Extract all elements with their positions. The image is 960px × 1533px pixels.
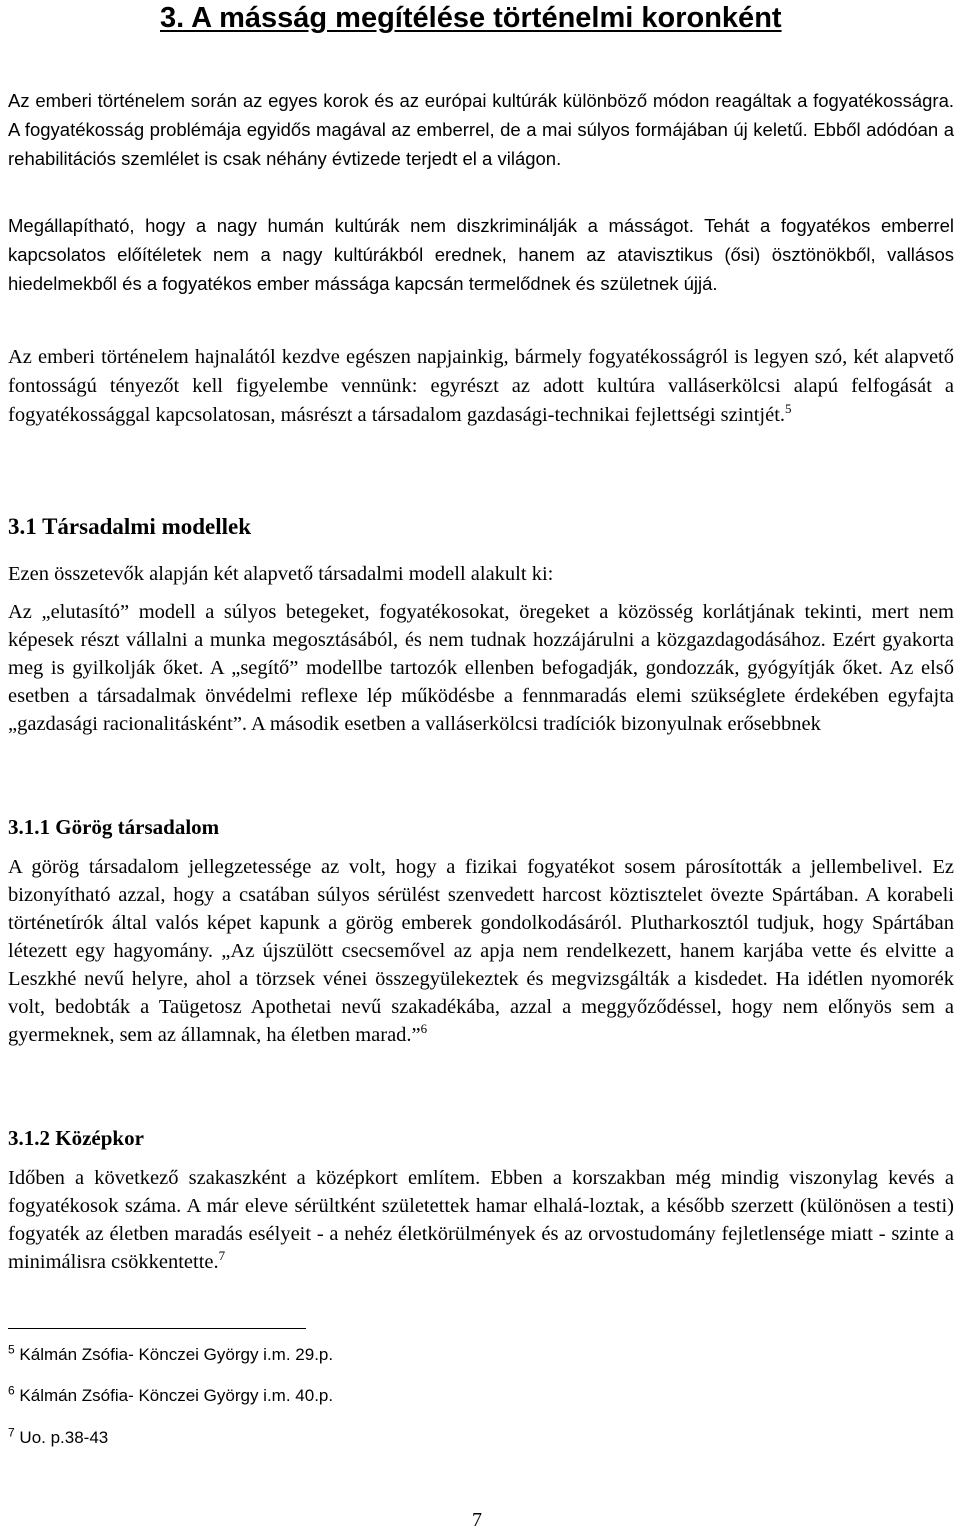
paragraph-history <box>8 343 954 430</box>
intro-paragraph-1: Az emberi történelem során az egyes korok és az európai kultúrák különböző módon reagáltak a fogyatékosságra. A fogyatékosság problémája egyidős magával az emberrel, de a mai súlyos formájában új keletű. Ebből adódóan a rehabilitációs szemlélet is csak néhány évtizede terjedt el a világon. <box>8 90 954 169</box>
section-title-greek-society: 3.1.1 Görög társadalom <box>8 815 220 839</box>
page-title: 3. A másság megítélése történelmi koronként <box>160 2 782 34</box>
footnote-divider <box>8 1328 306 1329</box>
page-number: 7 <box>472 1509 482 1531</box>
footnote-text: Kálmán Zsófia- Könczei György i.m. 40.p. <box>14 1386 334 1405</box>
footnote-text: Uo. p.38-43 <box>14 1428 109 1447</box>
section-title-social-models: 3.1 Társadalmi modellek <box>8 514 252 539</box>
footnote-number: 5 <box>8 1342 15 1357</box>
section-title-middle-ages: 3.1.2 Középkor <box>8 1126 144 1150</box>
footnote-number: 6 <box>8 1383 15 1398</box>
footnote-ref-7[interactable]: 7 <box>218 1248 226 1264</box>
footnote-number: 7 <box>8 1425 15 1440</box>
footnote-7 <box>8 1427 108 1449</box>
intro-paragraph-2: Megállapítható, hogy a nagy humán kultúrák nem diszkriminálják a másságot. Tehát a fogyatékos emberrel kapcsolatos előítéletek nem a nagy kultúrákból erednek, hanem az atavisztikus (ősi) ösztönökből, vallásos hiedelmekből és a fogyatékos ember mássága kapcsán termelődnek és születnek újjá. <box>8 215 954 294</box>
section-social-models-lead: Ezen összetevők alapján két alapvető társadalmi modell alakult ki: <box>8 563 554 585</box>
footnote-text: Kálmán Zsófia- Könczei György i.m. 29.p. <box>14 1345 334 1364</box>
paragraph-history-text: Az emberi történelem hajnalától kezdve egészen napjainkig, bármely fogyatékosságról is legyen szó, két alapvető fontosságú tényezőt kell figyelembe vennünk: egyrészt az adott kultúra valláserkölcsi alapú felfogását a fogyatékossággal kapcsolatosan, másrészt a társadalom gazdasági-technikai fejlettségi szintjét. <box>8 346 954 426</box>
footnote-ref-6[interactable]: 6 <box>420 1021 428 1037</box>
section-greek-society-text: A görög társadalom jellegzetessége az volt, hogy a fizikai fogyatékot sosem párosították a jellembelivel. Ez bizonyítható azzal, hogy a csatában súlyos sérülést szenvedett harcost köztisztelet övezte Spártában. A korabeli történetírók által valós képet kapunk a görög emberek gondolkodásáról. Plutharkosztól tudjuk, hogy Spártában létezett egy hagyomány. „Az újszülött csecsemővel az apja nem rendelkezett, hanem karjába vette és elvitte a Leszkhé nevű helyre, ahol a törzsek vénei összegyülekeztek és megvizsgálták a kisdedet. Ha idétlen nyomorék volt, bedobták a Taügetosz Apothetai nevű szakadékába, azzal a meggyőződéssel, hogy nem előnyös sem a gyermeknek, sem az államnak, ha életben marad.” <box>8 856 954 1046</box>
section-greek-society-body <box>8 853 954 1049</box>
section-middle-ages-body <box>8 1164 954 1276</box>
section-social-models-body: Az „elutasító” modell a súlyos betegeket, fogyatékosokat, öregeket a közösség korlátjának tekinti, mert nem képesek részt vállalni a munka megosztásából, és nem tudnak hozzájárulni a közgazdagodásához. Ezért gyakorta meg is gyilkolják őket. A „segítő” modellbe tartozók ellenben befogadják, gondozzák, gyógyítják őket. Az első esetben a társadalmak önvédelmi reflexe lép működésbe a fennmaradás elemi szükséglete érdekében egyfajta „gazdasági racionalitásként”. A második esetben a valláserkölcsi tradíciók bizonyulnak erősebbnek <box>8 601 954 735</box>
section-middle-ages-text: Időben a következő szakaszként a középkort említem. Ebben a korszakban még mindig viszonylag kevés a fogyatékosok száma. A már eleve sérültként születettek hamar elhalá-loztak, a később szerzett (különösen a testi) fogyaték az életben maradás esélyeit - a nehéz életkörülmények és az orvostudomány fejletlensége miatt - szinte a minimálisra csökkentette. <box>8 1167 954 1273</box>
footnote-6 <box>8 1385 333 1407</box>
footnote-5 <box>8 1344 333 1366</box>
footnote-ref-5[interactable]: 5 <box>785 401 792 417</box>
